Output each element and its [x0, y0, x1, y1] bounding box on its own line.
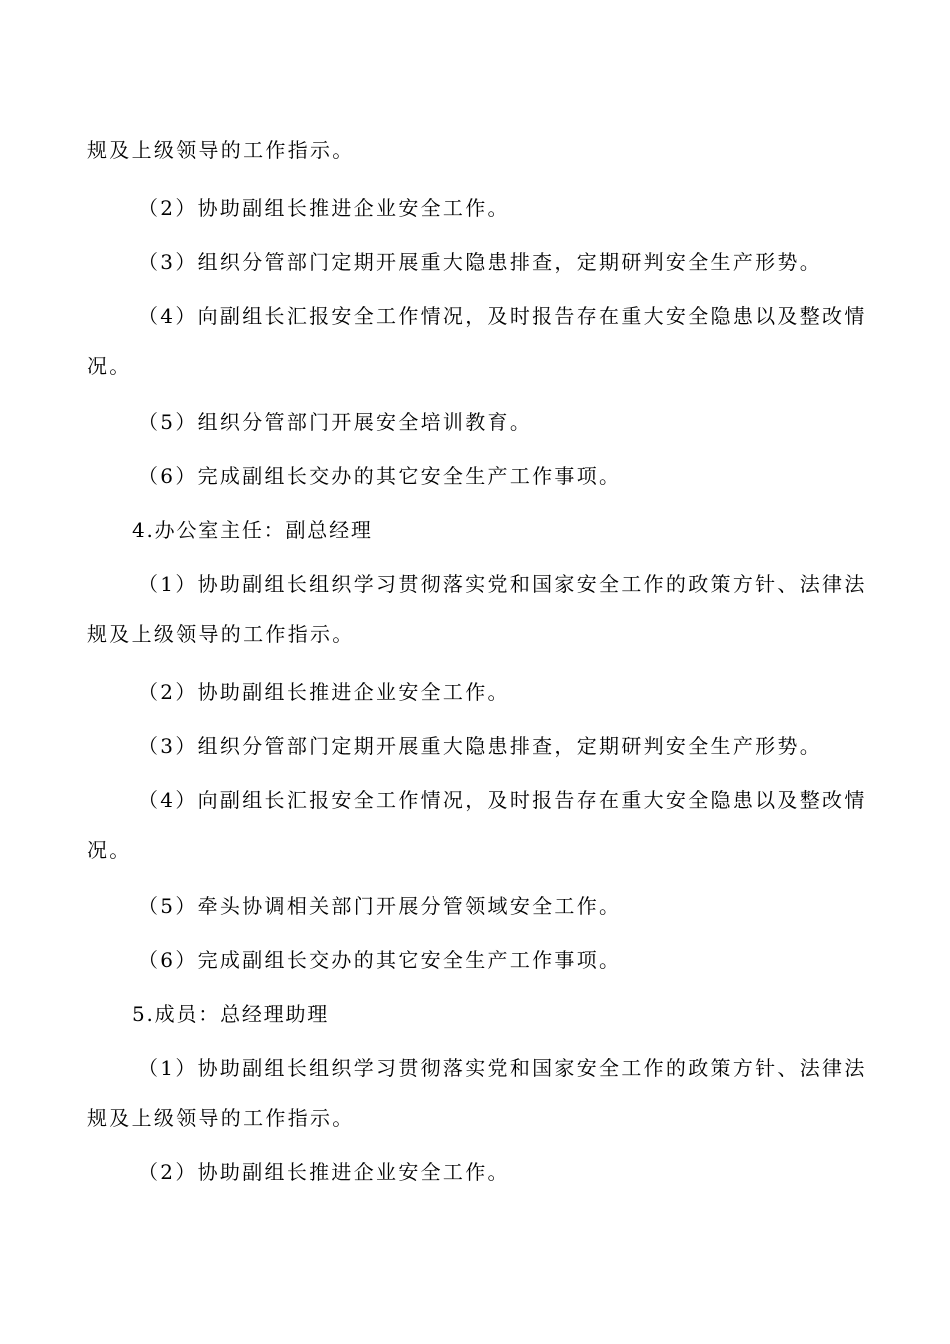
section-heading: 4.办公室主任：副总经理 [132, 518, 373, 542]
paragraph-line: （2）协助副组长推进企业安全工作。 [138, 196, 510, 220]
section-heading: 5.成员：总经理助理 [132, 1002, 330, 1026]
paragraph-line: 规及上级领导的工作指示。 [87, 138, 355, 162]
paragraph-line: （6）完成副组长交办的其它安全生产工作事项。 [138, 464, 622, 488]
paragraph-line: （2）协助副组长推进企业安全工作。 [138, 680, 510, 704]
paragraph-line: （1）协助副组长组织学习贯彻落实党和国家安全工作的政策方针、法律法 [138, 572, 867, 596]
paragraph-line: （4）向副组长汇报安全工作情况，及时报告存在重大安全隐患以及整改情 [138, 788, 867, 812]
paragraph-line: 规及上级领导的工作指示。 [87, 1106, 355, 1130]
paragraph-line: （5）牵头协调相关部门开展分管领域安全工作。 [138, 894, 622, 918]
paragraph-line: 规及上级领导的工作指示。 [87, 622, 355, 646]
paragraph-line: （4）向副组长汇报安全工作情况，及时报告存在重大安全隐患以及整改情 [138, 304, 867, 328]
paragraph-line: （6）完成副组长交办的其它安全生产工作事项。 [138, 948, 622, 972]
paragraph-line: （3）组织分管部门定期开展重大隐患排查，定期研判安全生产形势。 [138, 250, 823, 274]
paragraph-line: （1）协助副组长组织学习贯彻落实党和国家安全工作的政策方针、法律法 [138, 1056, 867, 1080]
paragraph-line: （3）组织分管部门定期开展重大隐患排查，定期研判安全生产形势。 [138, 734, 823, 758]
paragraph-line: 况。 [87, 838, 132, 862]
paragraph-line: （2）协助副组长推进企业安全工作。 [138, 1160, 510, 1184]
paragraph-line: 况。 [87, 354, 132, 378]
paragraph-line: （5）组织分管部门开展安全培训教育。 [138, 410, 533, 434]
